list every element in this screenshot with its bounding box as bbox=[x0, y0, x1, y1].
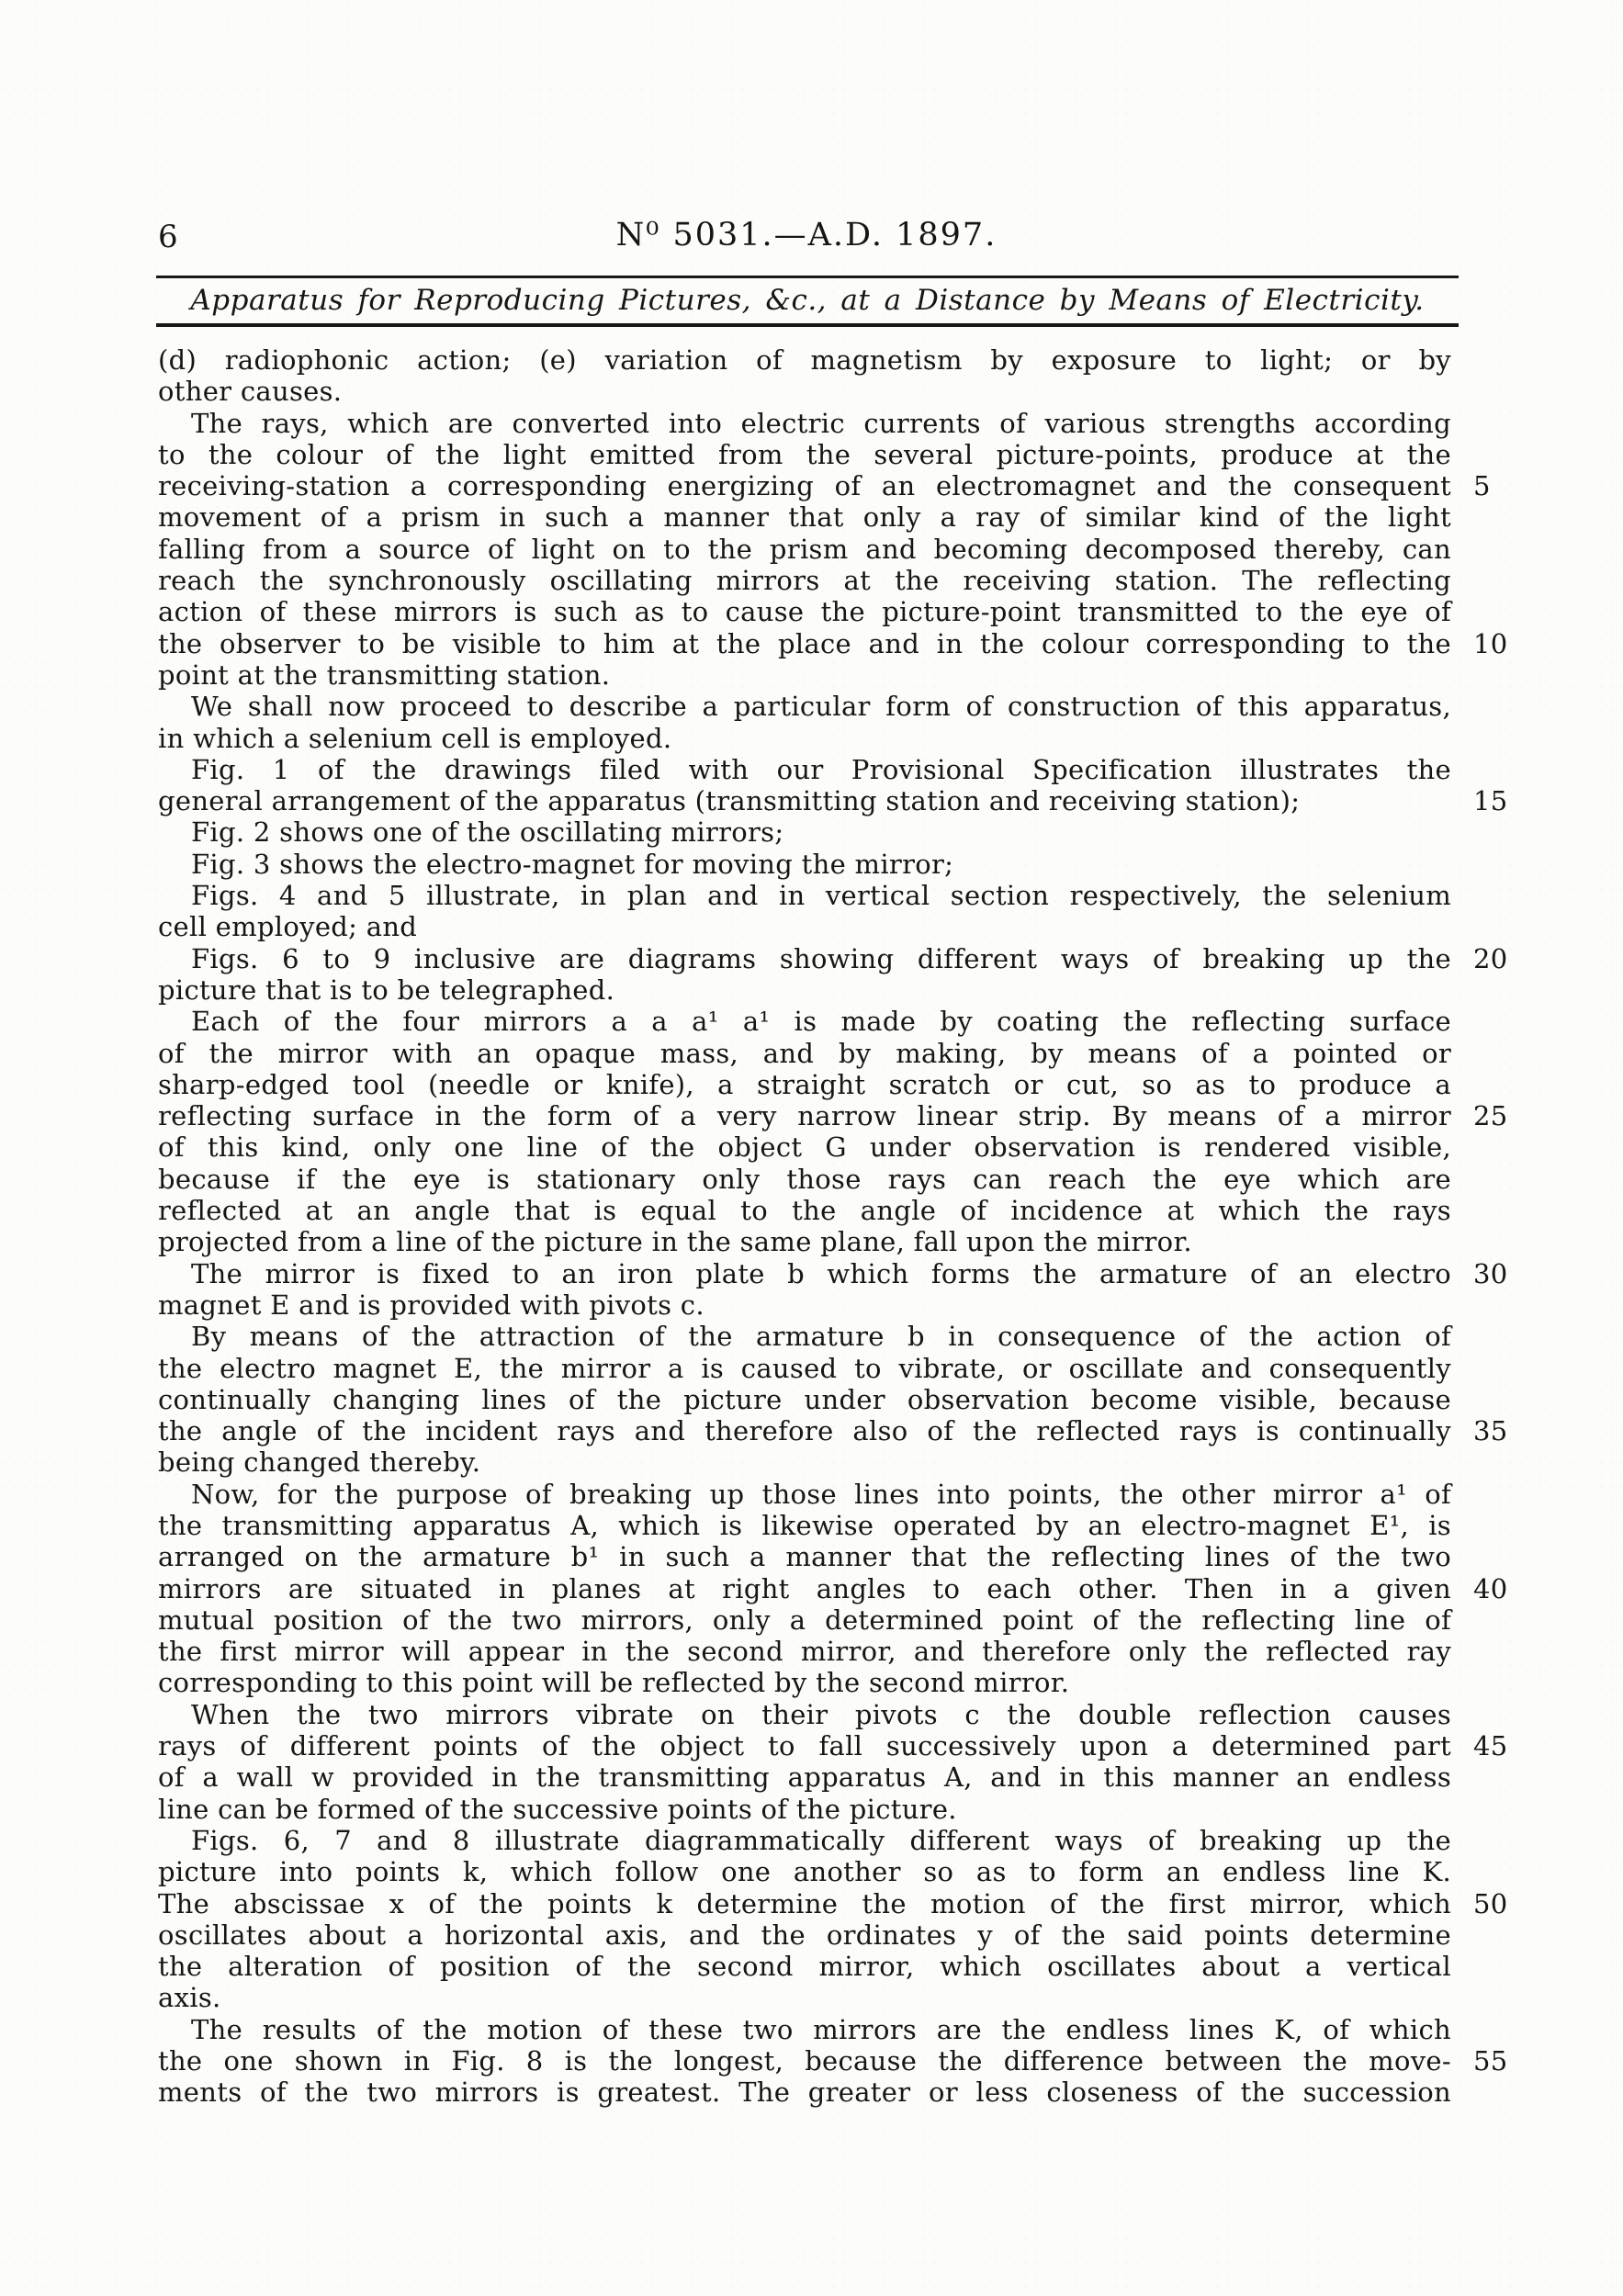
text-line bbox=[158, 1699, 1451, 1730]
text-line bbox=[158, 1856, 1451, 1887]
line-text: movement of a prism in such a manner that only a ray of similar kind of the light bbox=[158, 501, 1451, 534]
line-text: action of these mirrors is such as to cause the picture-point transmitted to the eye of bbox=[158, 596, 1451, 628]
text-line bbox=[158, 1006, 1451, 1037]
line-text: receiving-station a corresponding energizing of an electromagnet and the consequent bbox=[158, 470, 1451, 502]
line-text: sharp-edged tool (needle or knife), a straight scratch or cut, so as to produce a bbox=[158, 1068, 1451, 1100]
text-line bbox=[158, 1164, 1451, 1195]
text-line bbox=[158, 880, 1451, 911]
line-number: 40 bbox=[1473, 1572, 1508, 1604]
line-number: 25 bbox=[1473, 1100, 1508, 1132]
text-line bbox=[158, 470, 1491, 502]
line-text: The rays, which are converted into electric currents of various strengths according bbox=[191, 407, 1451, 439]
text-line bbox=[158, 408, 1451, 439]
line-text: reach the synchronously oscillating mirrors at the receiving station. The reflecting bbox=[158, 565, 1451, 597]
title-rule-top bbox=[156, 276, 1459, 278]
line-text: corresponding to this point will be reflected by the second mirror. bbox=[158, 1667, 1070, 1699]
line-number: 10 bbox=[1473, 627, 1508, 659]
text-line bbox=[158, 439, 1451, 470]
line-text: axis. bbox=[158, 1982, 221, 2014]
line-text: of the mirror with an opaque mass, and by making, by means of a pointed or bbox=[158, 1037, 1451, 1069]
text-line bbox=[158, 1384, 1451, 1415]
text-line bbox=[158, 754, 1451, 785]
line-text: Figs. 6 to 9 inclusive are diagrams showing different ways of breaking up the bbox=[191, 942, 1451, 974]
line-text: the observer to be visible to him at the place and in the colour corresponding to the bbox=[158, 627, 1451, 659]
line-text: in which a selenium cell is employed. bbox=[158, 722, 672, 754]
title-rule-bottom bbox=[156, 323, 1459, 327]
text-line bbox=[158, 816, 1451, 848]
text-line bbox=[158, 1919, 1451, 1951]
line-text: reflected at an angle that is equal to the angle of incidence at which the rays bbox=[158, 1195, 1451, 1227]
text-line bbox=[158, 911, 1451, 942]
body-text bbox=[158, 344, 1508, 2109]
line-text: of a wall w provided in the transmitting apparatus A, and in this manner an endless bbox=[158, 1761, 1451, 1794]
line-text: line can be formed of the successive points of the picture. bbox=[158, 1793, 957, 1825]
line-text: ments of the two mirrors is greatest. The greater or less closeness of the succession bbox=[158, 2077, 1451, 2109]
line-text: The results of the motion of these two mirrors are the endless lines K, of which bbox=[191, 2013, 1451, 2045]
text-line bbox=[158, 1415, 1508, 1447]
page-number: 6 bbox=[158, 219, 178, 255]
line-text: By means of the attraction of the armature b in consequence of the action of bbox=[191, 1321, 1451, 1353]
line-text: mirrors are situated in planes at right angles to each other. Then in a given bbox=[158, 1572, 1451, 1604]
line-text: Now, for the purpose of breaking up those lines into points, the other mirror a¹ of bbox=[191, 1478, 1451, 1510]
text-line bbox=[158, 376, 1451, 407]
line-text: the electro magnet E, the mirror a is caused to vibrate, or oscillate and consequently bbox=[158, 1352, 1451, 1384]
line-text: the alteration of position of the second mirror, which oscillates about a vertical bbox=[158, 1951, 1451, 1983]
text-line bbox=[158, 1131, 1451, 1163]
line-text: The mirror is fixed to an iron plate b which forms the armature of an electro bbox=[191, 1257, 1451, 1289]
line-text: to the colour of the light emitted from the several picture-points, produce at the bbox=[158, 438, 1451, 470]
line-text: the angle of the incident rays and therefore also of the reflected rays is continually bbox=[158, 1415, 1451, 1447]
line-text: magnet E and is provided with pivots c. bbox=[158, 1289, 704, 1321]
text-line bbox=[158, 849, 1451, 880]
line-text: the one shown in Fig. 8 is the longest, because the difference between the move- bbox=[158, 2045, 1451, 2077]
line-text: Figs. 4 and 5 illustrate, in plan and in vertical section respectively, the selenium bbox=[191, 880, 1451, 912]
text-line bbox=[158, 1794, 1451, 1825]
text-line bbox=[158, 1226, 1451, 1257]
line-text: point at the transmitting station. bbox=[158, 658, 611, 691]
text-line bbox=[158, 1825, 1451, 1856]
line-text: mutual position of the two mirrors, only a determined point of the reflecting line of bbox=[158, 1604, 1451, 1636]
text-line bbox=[158, 2077, 1451, 2108]
line-text: the first mirror will appear in the second mirror, and therefore only the reflected ray bbox=[158, 1636, 1451, 1668]
line-text: oscillates about a horizontal axis, and the ordinates y of the said points determine bbox=[158, 1919, 1451, 1951]
line-text: rays of different points of the object to fall successively upon a determined part bbox=[158, 1730, 1451, 1762]
line-text: Figs. 6, 7 and 8 illustrate diagrammatically different ways of breaking up the bbox=[191, 1824, 1451, 1856]
line-number: 35 bbox=[1473, 1415, 1508, 1447]
line-text: being changed thereby. bbox=[158, 1446, 481, 1479]
line-text: Fig. 1 of the drawings filed with our Provisional Specification illustrates the bbox=[191, 753, 1451, 785]
text-line bbox=[158, 2014, 1451, 2045]
text-line bbox=[158, 2045, 1508, 2077]
text-line bbox=[158, 1887, 1508, 1919]
line-number: 15 bbox=[1473, 785, 1508, 817]
text-line bbox=[158, 785, 1508, 817]
line-number: 20 bbox=[1473, 942, 1508, 974]
line-text: projected from a line of the picture in the same plane, fall upon the mirror. bbox=[158, 1226, 1192, 1258]
line-text: Fig. 3 shows the electro-magnet for moving the mirror; bbox=[191, 848, 954, 880]
line-text: Fig. 2 shows one of the oscillating mirrors; bbox=[191, 816, 784, 849]
text-line bbox=[158, 1446, 1451, 1478]
text-line bbox=[158, 1510, 1451, 1541]
text-line bbox=[158, 565, 1451, 596]
text-line bbox=[158, 1195, 1451, 1226]
line-text: because if the eye is stationary only those rays can reach the eye which are bbox=[158, 1163, 1451, 1195]
text-line bbox=[158, 942, 1508, 974]
text-line bbox=[158, 1636, 1451, 1667]
line-number: 45 bbox=[1473, 1730, 1508, 1762]
text-line bbox=[158, 691, 1451, 722]
line-text: The abscissae x of the points k determine the motion of the first mirror, which bbox=[158, 1887, 1451, 1919]
text-line bbox=[158, 1604, 1451, 1636]
text-line bbox=[158, 1257, 1508, 1289]
line-text: other causes. bbox=[158, 376, 343, 408]
text-line bbox=[158, 344, 1451, 376]
line-number: 55 bbox=[1473, 2045, 1508, 2077]
line-text: (d) radiophonic action; (e) variation of magnetism by exposure to light; or by bbox=[158, 344, 1451, 376]
line-number: 30 bbox=[1473, 1257, 1508, 1289]
line-number: 5 bbox=[1473, 470, 1491, 502]
line-text: picture that is to be telegraphed. bbox=[158, 974, 615, 1006]
text-line bbox=[158, 501, 1451, 533]
line-text: We shall now proceed to describe a particular form of construction of this apparatus, bbox=[191, 691, 1451, 723]
text-line bbox=[158, 596, 1451, 627]
line-text: arranged on the armature b¹ in such a manner that the reflecting lines of the two bbox=[158, 1541, 1451, 1573]
text-line bbox=[158, 1100, 1508, 1132]
line-text: cell employed; and bbox=[158, 911, 418, 943]
line-text: of this kind, only one line of the object G under observation is rendered visible, bbox=[158, 1131, 1451, 1164]
text-line bbox=[158, 659, 1451, 691]
text-line bbox=[158, 1069, 1451, 1100]
text-line bbox=[158, 1289, 1451, 1321]
header-title: N⁰ 5031.—A.D. 1897. bbox=[615, 217, 997, 253]
text-line bbox=[158, 723, 1451, 754]
text-line bbox=[158, 974, 1451, 1006]
line-text: falling from a source of light on to the prism and becoming decomposed thereby, can bbox=[158, 533, 1451, 565]
text-line bbox=[158, 1761, 1451, 1793]
line-text: general arrangement of the apparatus (transmitting station and receiving station); bbox=[158, 785, 1301, 817]
text-line bbox=[158, 1038, 1451, 1069]
text-line bbox=[158, 1353, 1451, 1384]
text-line bbox=[158, 1730, 1508, 1762]
line-number: 50 bbox=[1473, 1887, 1508, 1919]
text-line bbox=[158, 1479, 1451, 1510]
text-line bbox=[158, 1951, 1451, 1982]
line-text: continually changing lines of the picture under observation become visible, because bbox=[158, 1383, 1451, 1415]
line-text: reflecting surface in the form of a very narrow linear strip. By means of a mirror bbox=[158, 1100, 1451, 1132]
text-line bbox=[158, 1572, 1508, 1604]
text-line bbox=[158, 1321, 1451, 1352]
line-text: Each of the four mirrors a a a¹ a¹ is made by coating the reflecting surface bbox=[191, 1006, 1451, 1038]
document-title: Apparatus for Reproducing Pictures, &c., at a Distance by Means of Electricity. bbox=[190, 284, 1425, 317]
text-line bbox=[158, 627, 1508, 659]
text-line bbox=[158, 1982, 1451, 2013]
text-line bbox=[158, 1541, 1451, 1572]
line-text: picture into points k, which follow one another so as to form an endless line K. bbox=[158, 1856, 1451, 1888]
text-line bbox=[158, 534, 1451, 565]
text-line bbox=[158, 1667, 1451, 1698]
line-text: the transmitting apparatus A, which is likewise operated by an electro-magnet E¹, is bbox=[158, 1509, 1451, 1541]
line-text: When the two mirrors vibrate on their pivots c the double reflection causes bbox=[191, 1698, 1451, 1730]
